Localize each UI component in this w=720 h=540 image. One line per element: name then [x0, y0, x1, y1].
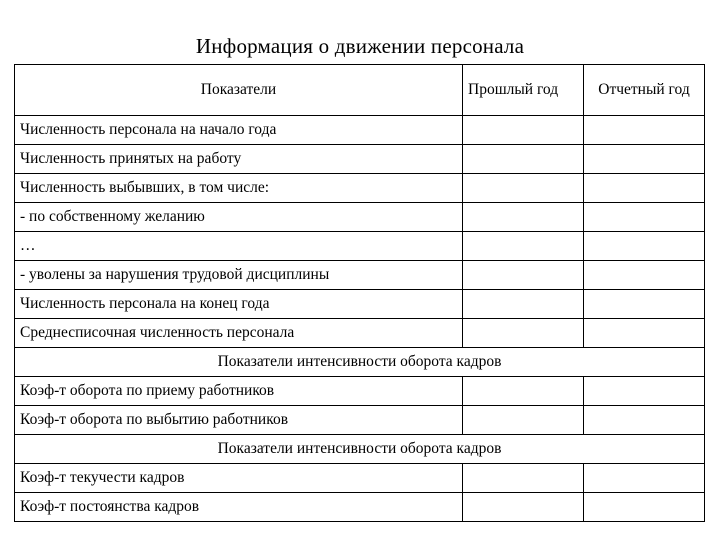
reporting-year-cell[interactable]	[584, 290, 705, 319]
previous-year-cell[interactable]	[463, 377, 584, 406]
table-row	[15, 145, 705, 174]
row-label: - уволены за нарушения трудовой дисциплины	[15, 261, 463, 290]
section-title: Показатели интенсивности оборота кадров	[15, 348, 705, 377]
row-label: Численность выбывших, в том числе:	[15, 174, 463, 203]
table-row	[15, 174, 705, 203]
section-header-row	[15, 348, 705, 377]
previous-year-cell[interactable]	[463, 464, 584, 493]
section-title: Показатели интенсивности оборота кадров	[15, 435, 705, 464]
row-label: Коэф-т текучести кадров	[15, 464, 463, 493]
previous-year-cell[interactable]	[463, 290, 584, 319]
table-row	[15, 377, 705, 406]
page-title: Информация о движении персонала	[195, 34, 525, 58]
table-row	[15, 406, 705, 435]
row-label: Коэф-т постоянства кадров	[15, 493, 463, 522]
previous-year-cell[interactable]	[463, 261, 584, 290]
previous-year-cell[interactable]	[463, 319, 584, 348]
reporting-year-cell[interactable]	[584, 145, 705, 174]
table-row	[15, 319, 705, 348]
table-row	[15, 290, 705, 319]
header-indicators: Показатели	[15, 65, 463, 116]
table-row	[15, 493, 705, 522]
previous-year-cell[interactable]	[463, 406, 584, 435]
previous-year-cell[interactable]	[463, 493, 584, 522]
row-label: …	[15, 232, 463, 261]
row-label: Среднесписочная численность персонала	[15, 319, 463, 348]
previous-year-cell[interactable]	[463, 174, 584, 203]
reporting-year-cell[interactable]	[584, 377, 705, 406]
reporting-year-cell[interactable]	[584, 406, 705, 435]
table-row	[15, 464, 705, 493]
reporting-year-cell[interactable]	[584, 232, 705, 261]
table-row	[15, 261, 705, 290]
row-label: Коэф-т оборота по выбытию работников	[15, 406, 463, 435]
previous-year-cell[interactable]	[463, 145, 584, 174]
row-label: Численность принятых на работу	[15, 145, 463, 174]
reporting-year-cell[interactable]	[584, 493, 705, 522]
previous-year-cell[interactable]	[463, 203, 584, 232]
table-row	[15, 232, 705, 261]
row-label: - по собственному желанию	[15, 203, 463, 232]
reporting-year-cell[interactable]	[584, 203, 705, 232]
personnel-movement-table	[14, 64, 705, 522]
reporting-year-cell[interactable]	[584, 464, 705, 493]
reporting-year-cell[interactable]	[584, 319, 705, 348]
row-label: Численность персонала на начало года	[15, 116, 463, 145]
previous-year-cell[interactable]	[463, 232, 584, 261]
section-header-row	[15, 435, 705, 464]
table-header-row	[15, 65, 705, 116]
header-previous-year: Прошлый год	[463, 65, 584, 116]
row-label: Коэф-т оборота по приему работников	[15, 377, 463, 406]
row-label: Численность персонала на конец года	[15, 290, 463, 319]
table-row	[15, 203, 705, 232]
previous-year-cell[interactable]	[463, 116, 584, 145]
header-reporting-year: Отчетный год	[584, 65, 705, 116]
table-row	[15, 116, 705, 145]
reporting-year-cell[interactable]	[584, 174, 705, 203]
reporting-year-cell[interactable]	[584, 116, 705, 145]
reporting-year-cell[interactable]	[584, 261, 705, 290]
